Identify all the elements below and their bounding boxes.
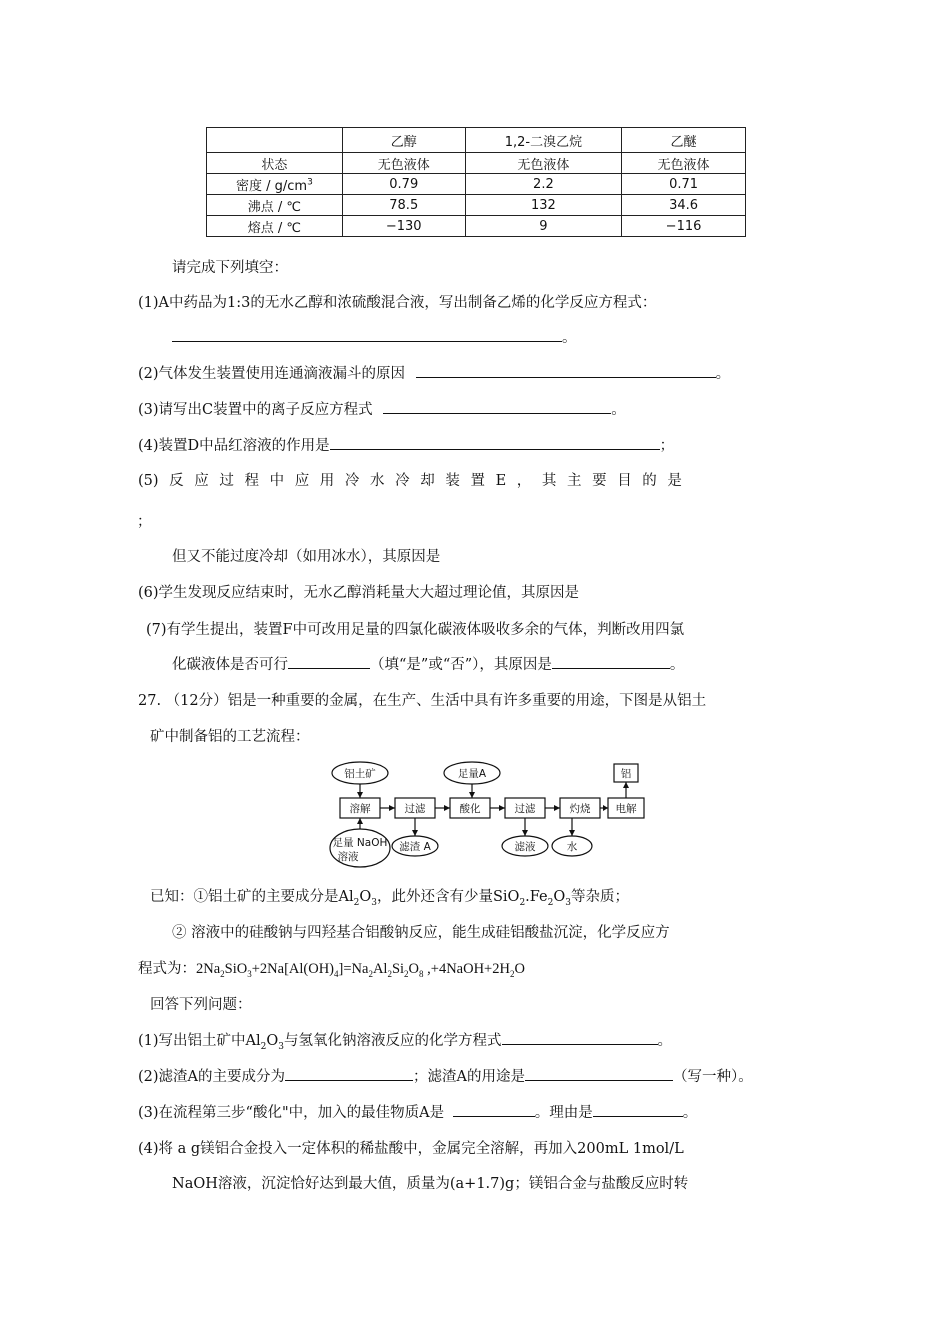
- subscript: 2: [509, 968, 515, 979]
- text: O: [359, 889, 372, 905]
- text: O: [266, 1033, 279, 1049]
- table-cell: 无色液体: [342, 153, 465, 174]
- text: O: [553, 889, 566, 905]
- table-row: [207, 195, 746, 216]
- row-label: 状态: [207, 153, 343, 174]
- question-27-4b: NaOH溶液，沉淀恰好达到最大值，质量为(a+1.7)g；镁铝合金与盐酸反应时转: [172, 1176, 689, 1192]
- eq-part: ]=Na: [338, 961, 369, 977]
- subscript: 3: [247, 968, 252, 979]
- equation: [196, 961, 525, 977]
- question-4: [138, 434, 674, 455]
- question-4-text: (4)装置D中品红溶液的作用是: [138, 438, 330, 454]
- table-cell: 0.71: [622, 174, 746, 195]
- subscript: 2: [260, 1041, 267, 1052]
- eq-part: O: [408, 961, 420, 977]
- eq-part: SiO: [224, 961, 248, 977]
- subscript: 3: [371, 897, 377, 908]
- subscript: 2: [547, 897, 554, 908]
- table-header-cell: 乙醚: [622, 128, 746, 153]
- subscript: 2: [368, 968, 373, 979]
- table-cell: 132: [465, 195, 621, 216]
- table-row: [207, 153, 746, 174]
- reaction-equation: [138, 957, 525, 979]
- text: .Fe: [525, 889, 548, 905]
- blank[interactable]: [285, 1066, 413, 1081]
- question-3: [138, 398, 626, 419]
- row-label-text: 密度 / g/cm: [235, 178, 308, 194]
- question-5: (5) 反 应 过 程 中 应 用 冷 水 冷 却 装 置 E ， 其 主 要 目 的 是: [138, 473, 682, 489]
- table-cell: −116: [622, 216, 746, 237]
- question-5b: 但又不能过度冷却（如用冰水），其原因是: [172, 549, 441, 565]
- punctuation: ；: [659, 438, 675, 454]
- question-2: [138, 362, 730, 383]
- question-7b-hint: （填“是”或“否”），其原因是: [370, 657, 552, 673]
- row-label: 熔点 / ℃: [207, 216, 343, 237]
- question-5-end: ；: [137, 514, 152, 530]
- punctuation: 。: [562, 330, 577, 346]
- question-27-4: (4)将 a g镁铝合金投入一定体积的稀盐酸中，金属完全溶解，再加入200mL 1mol/L: [138, 1141, 684, 1157]
- table-header-cell: 1,2-二溴乙烷: [465, 128, 621, 153]
- answer-line-1: [172, 326, 577, 347]
- text: 。理由是: [534, 1105, 593, 1121]
- punctuation: 。: [611, 402, 626, 418]
- question-2-text: (2)气体发生装置使用连通滴液漏斗的原因: [138, 366, 406, 382]
- known-info-1: [150, 885, 629, 908]
- properties-table: [206, 127, 746, 237]
- text: (3)在流程第三步“酸化"中，加入的最佳物质A是: [138, 1105, 445, 1121]
- text: (2)滤渣A的主要成分为: [138, 1069, 286, 1085]
- question-27-2: [138, 1065, 753, 1086]
- punctuation: 。: [682, 1105, 698, 1121]
- blank[interactable]: [593, 1102, 683, 1117]
- blank[interactable]: [172, 327, 562, 342]
- question-7: (7)有学生提出，装置F中可改用足量的四氯化碳液体吸收多余的气体，判断改用四氯: [146, 622, 685, 638]
- flow-label: 铝: [620, 768, 632, 780]
- table-row: [207, 216, 746, 237]
- question-27-1: [138, 1029, 672, 1052]
- question-6: (6)学生发现反应结束时，无水乙醇消耗量大大超过理论值，其原因是: [138, 585, 580, 601]
- question-3-text: (3)请写出C装置中的离子反应方程式: [138, 402, 373, 418]
- fill-in-intro: 请完成下列填空：: [172, 260, 288, 276]
- subscript: 2: [353, 897, 360, 908]
- blank[interactable]: [330, 435, 660, 450]
- subscript: 8: [419, 968, 424, 979]
- blank[interactable]: [416, 363, 716, 378]
- superscript: 3: [307, 177, 313, 188]
- eq-part: Al: [372, 961, 388, 977]
- table-cell: 0.79: [342, 174, 465, 195]
- question-7b: [172, 653, 684, 674]
- table-header-row: [207, 128, 746, 153]
- punctuation: 。: [669, 657, 685, 673]
- flow-label: 足量 NaOH: [332, 837, 388, 849]
- blank[interactable]: [288, 654, 370, 669]
- blank[interactable]: [453, 1102, 535, 1117]
- table-header-cell: [207, 128, 343, 153]
- eq-part: ,+4NaOH+2H: [423, 961, 510, 977]
- text: 已知：①铝土矿的主要成分是Al: [150, 889, 354, 905]
- flow-step-label: 灼烧: [569, 803, 591, 815]
- flow-label: 溶液: [337, 851, 359, 863]
- flow-step-label: 电解: [615, 803, 637, 815]
- question-27-3: [138, 1101, 697, 1122]
- question-27-title-2: 矿中制备铝的工艺流程：: [150, 729, 310, 745]
- blank[interactable]: [383, 399, 611, 414]
- table-cell: 9: [465, 216, 621, 237]
- subscript: 2: [404, 968, 409, 979]
- text: 等杂质；: [571, 889, 629, 905]
- text: 与氢氧化钠溶液反应的化学方程式: [284, 1033, 502, 1049]
- table-cell: −130: [342, 216, 465, 237]
- table-cell: 2.2: [465, 174, 621, 195]
- text: ；滤渣A的用途是: [413, 1069, 525, 1085]
- text: 程式为：: [138, 961, 196, 977]
- table-header-cell: 乙醇: [342, 128, 465, 153]
- text: （写一种）。: [673, 1069, 753, 1085]
- eq-part: Si: [391, 961, 405, 977]
- flow-step-label: 过滤: [514, 803, 536, 815]
- subscript: 2: [387, 968, 392, 979]
- blank[interactable]: [525, 1066, 673, 1081]
- text: (1)写出铝土矿中Al: [138, 1033, 261, 1049]
- question-27-title: 27. （12分）铝是一种重要的金属，在生产、生活中具有许多重要的用途，下图是从铝土: [138, 693, 707, 709]
- flow-label: 水: [566, 841, 578, 853]
- table-row: [207, 174, 746, 195]
- flow-label: 滤渣 A: [399, 841, 431, 853]
- answer-intro: 回答下列问题：: [150, 997, 252, 1013]
- text: ，此外还含有少量SiO: [376, 889, 520, 905]
- punctuation: 。: [715, 366, 731, 382]
- question-1: (1)A中药品为1:3的无水乙醇和浓硫酸混合液，写出制备乙烯的化学反应方程式：: [138, 295, 657, 311]
- subscript: 2: [519, 897, 526, 908]
- flow-label: 滤液: [514, 841, 536, 853]
- process-flow-diagram: [318, 760, 648, 870]
- table-cell: 无色液体: [622, 153, 746, 174]
- table-cell: 无色液体: [465, 153, 621, 174]
- subscript: 4: [334, 968, 339, 979]
- flow-step-label: 溶解: [349, 803, 371, 815]
- subscript: 3: [278, 1041, 285, 1052]
- blank[interactable]: [502, 1030, 658, 1045]
- flow-step-label: 过滤: [404, 803, 426, 815]
- blank[interactable]: [552, 654, 670, 669]
- flow-label: 足量A: [457, 768, 487, 780]
- subscript: 2: [220, 968, 225, 979]
- eq-part: +2Na[Al(OH): [251, 961, 335, 977]
- subscript: 3: [565, 897, 571, 908]
- question-7b-text: 化碳液体是否可行: [172, 657, 288, 673]
- row-label: [207, 174, 343, 195]
- known-info-2: ② 溶液中的硅酸钠与四羟基合铝酸钠反应，能生成硅铝酸盐沉淀，化学反应方: [172, 925, 670, 941]
- flow-label: 铝土矿: [344, 768, 376, 780]
- table-cell: 78.5: [342, 195, 465, 216]
- punctuation: 。: [657, 1033, 673, 1049]
- eq-part: 2Na: [196, 961, 221, 977]
- eq-part: O: [514, 961, 525, 977]
- table-cell: 34.6: [622, 195, 746, 216]
- flow-step-label: 酸化: [459, 803, 481, 815]
- row-label: 沸点 / ℃: [207, 195, 343, 216]
